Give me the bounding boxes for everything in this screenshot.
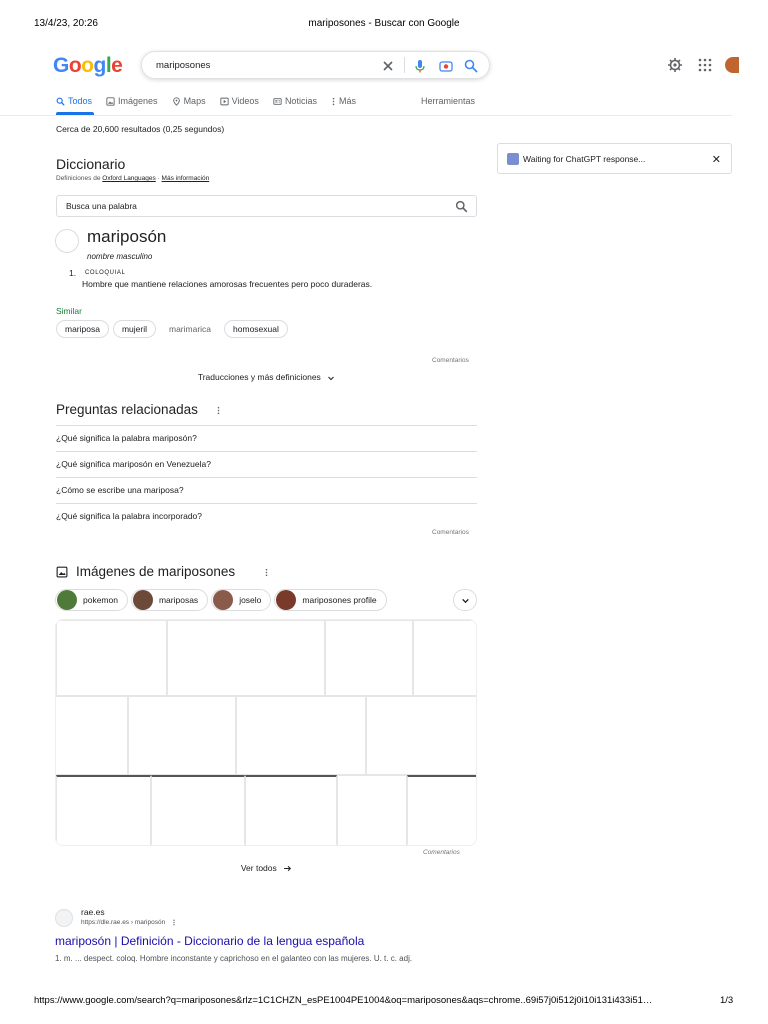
see-all-images-button[interactable]: [0, 863, 533, 873]
source-prefix: Definiciones de: [56, 175, 101, 182]
chatgpt-status: Waiting for ChatGPT response...: [523, 154, 646, 164]
search-icon[interactable]: [463, 58, 479, 74]
image-chip-pokemon[interactable]: [55, 589, 128, 611]
close-icon[interactable]: ✕: [711, 154, 721, 166]
expand-chips-button[interactable]: [453, 589, 477, 611]
chip-thumbnail: [276, 590, 296, 610]
dictionary-search-field[interactable]: [56, 195, 477, 217]
chip-label: pokemon: [83, 595, 118, 605]
play-icon: [220, 97, 229, 106]
image-grid: [55, 619, 477, 846]
image-thumbnail[interactable]: [245, 775, 337, 846]
search-box[interactable]: [141, 51, 490, 79]
print-url: https://www.google.com/search?q=mariposones&rlz=1C1CHZN_esPE1004PE1004&oq=mariposones&aqs=chrome..69i57j0i512j0i10i131i433i51…: [34, 995, 653, 1006]
tabs-divider: [0, 115, 732, 116]
account-avatar[interactable]: [725, 57, 739, 73]
image-thumbnail[interactable]: [325, 620, 413, 696]
chip-thumbnail: [213, 590, 233, 610]
chip-thumbnail: [133, 590, 153, 610]
logo-letter: l: [105, 54, 112, 77]
search-separator: [404, 57, 405, 73]
print-title: mariposones - Buscar con Google: [308, 18, 460, 29]
tools-button[interactable]: Herramientas: [421, 96, 476, 106]
chip-label: mariposas: [158, 595, 199, 605]
image-thumbnail[interactable]: [56, 775, 151, 846]
tab-label: Más: [338, 96, 356, 106]
search-input[interactable]: mariposones: [156, 60, 211, 71]
tab-label: Todos: [68, 96, 93, 106]
image-chip-mariposas[interactable]: [131, 589, 208, 611]
related-question[interactable]: ¿Cómo se escribe una mariposa?: [56, 477, 477, 503]
image-icon: [56, 566, 68, 578]
chevron-down-icon: [461, 596, 470, 605]
tab-videos[interactable]: [220, 96, 259, 106]
dictionary-word: mariposón: [87, 227, 167, 246]
microphone-icon[interactable]: [412, 58, 428, 74]
chevron-down-icon: [327, 374, 335, 382]
definition-text: Hombre que mantiene relaciones amorosas frecuentes pero poco duraderas.: [82, 279, 373, 289]
image-thumbnail[interactable]: [128, 696, 236, 775]
result-site-name: rae.es: [81, 907, 105, 917]
rae-favicon: [55, 909, 73, 927]
search-icon: [56, 97, 65, 106]
similar-chip[interactable]: mariposa: [56, 320, 109, 338]
tab-label: Maps: [183, 96, 206, 106]
tab-todos[interactable]: [56, 96, 92, 106]
image-chip-joselo[interactable]: [211, 589, 271, 611]
tab-maps[interactable]: [172, 96, 206, 106]
chip-label: mariposones profile: [302, 595, 377, 605]
tab-label: Videos: [231, 96, 259, 106]
more-vert-icon: [331, 97, 336, 106]
logo-letter: G: [53, 54, 69, 77]
feedback-link[interactable]: Comentarios: [432, 529, 469, 536]
image-thumbnail[interactable]: [366, 696, 477, 775]
image-thumbnail[interactable]: [167, 620, 325, 696]
similar-chip[interactable]: homosexual: [224, 320, 288, 338]
tab-label: Noticias: [284, 96, 317, 106]
logo-letter: o: [81, 54, 94, 77]
image-thumbnail[interactable]: [56, 696, 128, 775]
tab-mas[interactable]: [331, 96, 356, 106]
similar-chip[interactable]: marimarica: [169, 324, 212, 334]
print-date: 13/4/23, 20:26: [34, 18, 98, 29]
chatgpt-extension-icon: [507, 153, 519, 165]
definition-number: 1.: [69, 268, 77, 278]
tab-imagenes[interactable]: [106, 96, 158, 106]
search-tabs: [56, 96, 370, 106]
image-icon: [106, 97, 115, 106]
result-snippet: 1. m. ... despect. coloq. Hombre inconstante y caprichoso en el galanteo con las mujeres. U. t. c. adj.: [55, 954, 413, 963]
related-question[interactable]: ¿Qué significa la palabra mariposón?: [56, 425, 477, 451]
similar-chip[interactable]: mujeril: [113, 320, 156, 338]
image-thumbnail[interactable]: [56, 620, 167, 696]
pin-icon: [172, 97, 181, 106]
result-stats: Cerca de 20,600 resultados (0,25 segundos): [56, 124, 225, 134]
tab-label: Imágenes: [118, 96, 158, 106]
related-question[interactable]: ¿Qué significa la palabra incorporado?: [56, 503, 477, 529]
image-thumbnail[interactable]: [236, 696, 366, 775]
image-thumbnail[interactable]: [337, 775, 407, 846]
arrow-right-icon: [283, 864, 292, 873]
part-of-speech: nombre masculino: [87, 252, 153, 261]
logo-letter: g: [93, 54, 106, 77]
dictionary-search-input[interactable]: Busca una palabra: [66, 201, 137, 211]
news-icon: [273, 97, 282, 106]
tab-noticias[interactable]: [273, 96, 317, 106]
apps-grid-icon[interactable]: [697, 57, 713, 73]
logo-letter: o: [68, 54, 82, 77]
logo-letter: e: [111, 54, 123, 77]
translations-button[interactable]: [0, 372, 533, 382]
more-info-link[interactable]: Más información: [161, 175, 210, 182]
chip-thumbnail: [57, 590, 77, 610]
google-logo[interactable]: [53, 54, 122, 78]
image-thumbnail[interactable]: [151, 775, 245, 846]
result-url: [81, 919, 176, 926]
translations-label: Traducciones y más definiciones: [197, 372, 321, 382]
feedback-link[interactable]: Comentarios: [423, 849, 460, 856]
similar-chips: [56, 320, 292, 338]
related-questions-heading: Preguntas relacionadas: [56, 402, 198, 417]
camera-icon[interactable]: [438, 58, 454, 74]
more-vert-icon[interactable]: [264, 568, 269, 577]
see-all-label: Ver todos: [240, 863, 277, 873]
similar-label: Similar: [56, 306, 82, 316]
settings-gear-icon[interactable]: [667, 57, 683, 73]
pronunciation-speaker-icon[interactable]: [55, 229, 79, 253]
definition-register-label: COLOQUIAL: [85, 270, 126, 276]
more-vert-icon[interactable]: [216, 406, 221, 415]
source-separator: ·: [157, 175, 160, 182]
image-thumbnail[interactable]: [407, 775, 477, 846]
print-page-number: 1/3: [720, 995, 734, 1006]
dictionary-source: [56, 175, 209, 182]
dictionary-heading: Diccionario: [56, 156, 126, 172]
related-question[interactable]: ¿Qué significa mariposón en Venezuela?: [56, 451, 477, 477]
images-heading: Imágenes de mariposones: [76, 564, 236, 579]
more-vert-icon[interactable]: [172, 919, 176, 926]
image-chip-mariposones-profile[interactable]: [274, 589, 386, 611]
source-link[interactable]: Oxford Languages: [102, 175, 156, 182]
chip-label: joselo: [239, 595, 262, 605]
result-url-text: https://dle.rae.es › mariposón: [81, 919, 166, 927]
chatgpt-extension-panel: [497, 143, 732, 174]
feedback-link[interactable]: Comentarios: [432, 357, 469, 364]
clear-icon[interactable]: [380, 58, 396, 74]
image-thumbnail[interactable]: [413, 620, 477, 696]
image-refinement-chips: [55, 589, 390, 611]
result-title-link[interactable]: mariposón | Definición - Diccionario de la lengua española: [55, 934, 365, 948]
search-icon[interactable]: [455, 200, 468, 213]
